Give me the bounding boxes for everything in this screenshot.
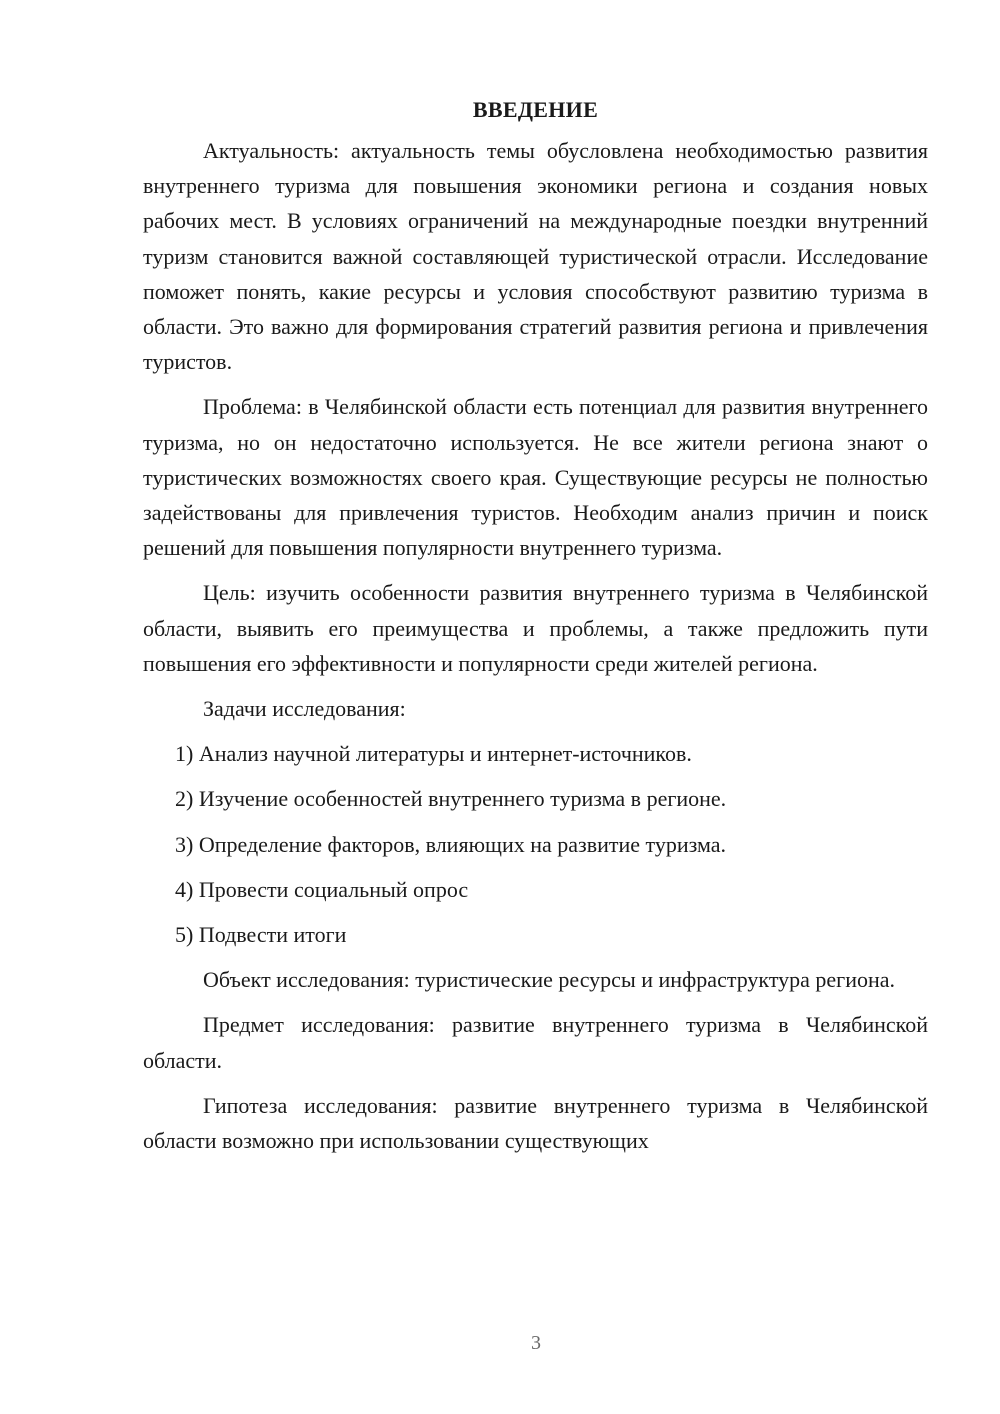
page-title: ВВЕДЕНИЕ <box>472 97 599 122</box>
paragraph-problem: Проблема: в Челябинской области есть потенциал для развития внутреннего туризма, но он недостаточно используется. Не все жители региона знают о туристических возможностях своего края. Существующие ресурсы не полностью задействованы для привлечения туристов. Необходим анализ причин и поиск решений для повышения популярности внутреннего туризма. <box>143 394 928 561</box>
tasks-heading: Задачи исследования: <box>203 696 406 722</box>
task-item: 3) Определение факторов, влияющих на развитие туризма. <box>175 831 727 857</box>
page-number: 3 <box>531 1332 541 1354</box>
task-item: 4) Провести социальный опрос <box>175 876 469 902</box>
paragraph-object: Объект исследования: туристические ресурсы и инфраструктура региона. <box>203 967 896 993</box>
task-item: 1) Анализ научной литературы и интернет-источников. <box>175 741 692 767</box>
paragraph-relevance: Актуальность: актуальность темы обусловлена необходимостью развития внутреннего туризма для повышения экономики региона и создания новых рабочих мест. В условиях ограничений на международные поездки внутренний туризм становится важной составляющей туристической отрасли. Исследование поможет понять, какие ресурсы и условия способствуют развитию туризма в области. Это важно для формирования стратегий развития региона и привлечения туристов. <box>143 138 928 375</box>
document-page <box>143 92 928 1168</box>
paragraph-subject: Предмет исследования: развитие внутреннего туризма в Челябинской области. <box>143 1012 928 1073</box>
tasks-list <box>143 736 928 952</box>
paragraph-hypothesis: Гипотеза исследования: развитие внутреннего туризма в Челябинской области возможно при использовании существующих <box>143 1092 928 1154</box>
task-item: 2) Изучение особенностей внутреннего туризма в регионе. <box>175 786 727 812</box>
paragraph-goal: Цель: изучить особенности развития внутреннего туризма в Челябинской области, выявить его преимущества и проблемы, а также предложить пути повышения его эффективности и популярности среди жителей региона. <box>143 580 928 676</box>
task-item: 5) Подвести итоги <box>175 922 347 948</box>
